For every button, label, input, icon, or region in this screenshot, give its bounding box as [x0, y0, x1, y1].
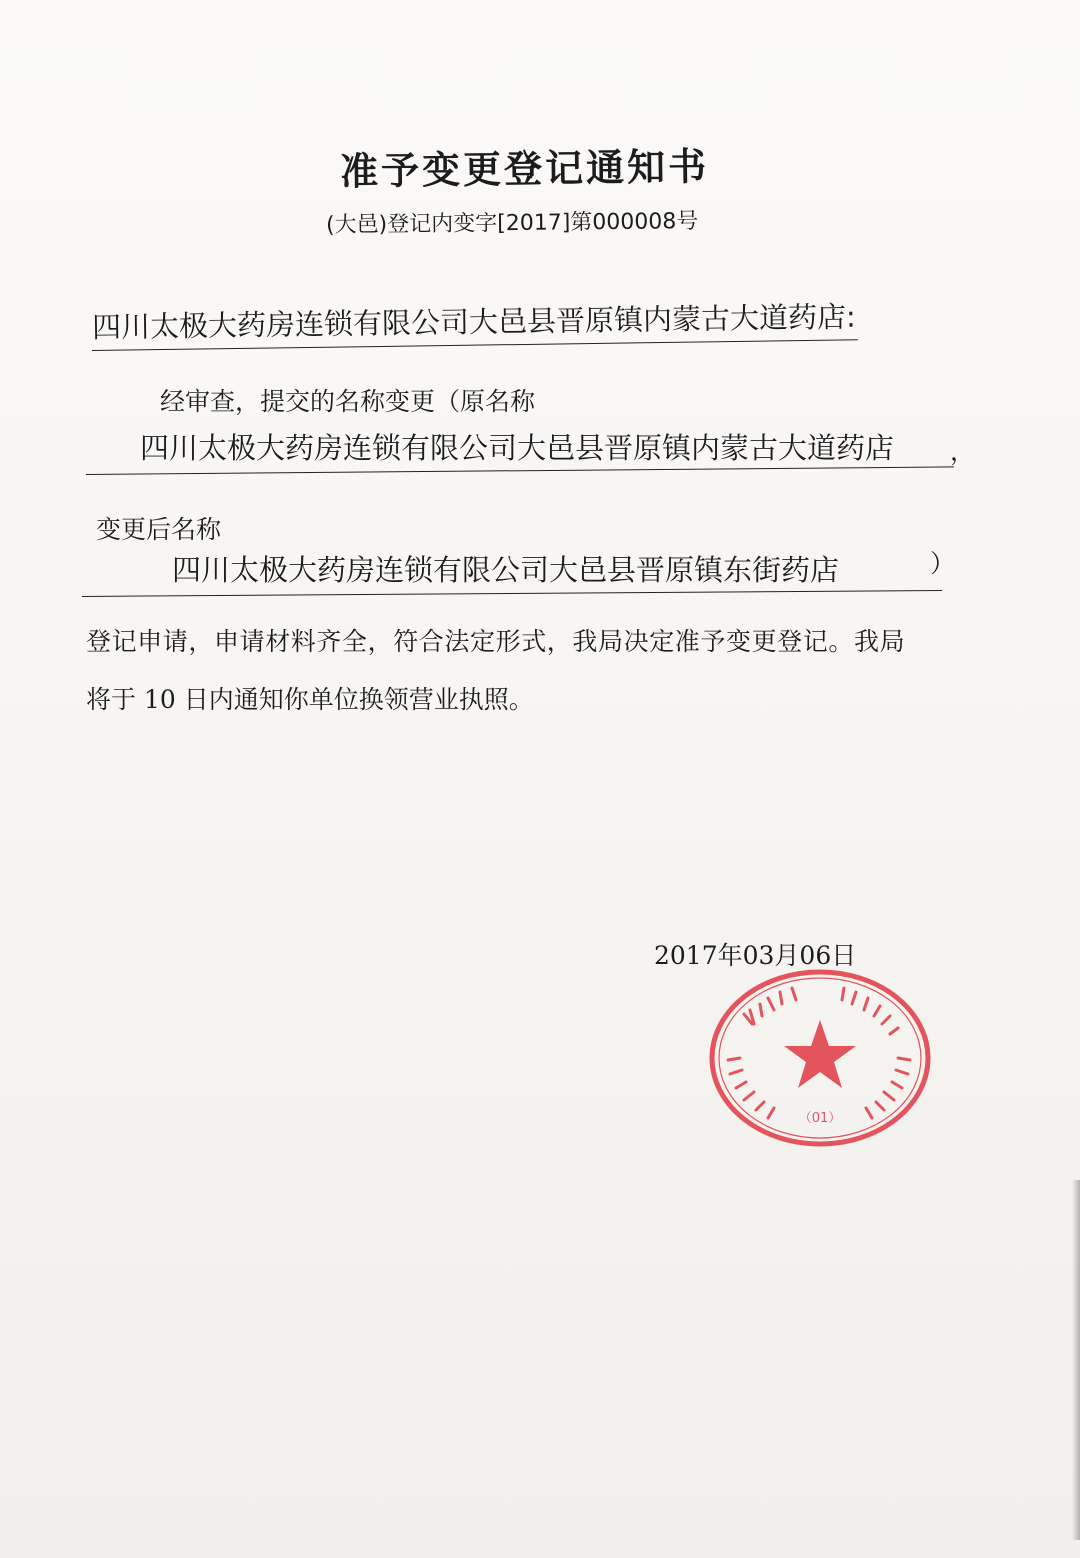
decision-line-1: 登记申请，申请材料齐全，符合法定形式，我局决定准予变更登记。我局 [86, 627, 906, 656]
comma: ， [950, 437, 976, 466]
document-number: (大邑)登记内变字[2017]第000008号 [325, 209, 699, 238]
original-name-underline [86, 466, 954, 475]
seal-star-icon [784, 1020, 856, 1088]
official-seal [704, 964, 936, 1152]
review-intro: 经审查，提交的名称变更（原名称 [160, 387, 536, 416]
new-name: 四川太极大药房连锁有限公司大邑县晋原镇东街药店 [172, 553, 840, 587]
issue-date: 2017年03月06日 [654, 941, 857, 970]
page-edge-shadow [1072, 1180, 1080, 1540]
document-title: 准予变更登记通知书 [339, 144, 710, 194]
addressee: 四川太极大药房连锁有限公司大邑县晋原镇内蒙古大道药店: [91, 299, 857, 345]
decision-line-2: 将于 10 日内通知你单位换领营业执照。 [86, 685, 534, 714]
original-name: 四川太极大药房连锁有限公司大邑县晋原镇内蒙古大道药店 [140, 431, 895, 465]
new-name-underline [82, 590, 942, 597]
new-name-label: 变更后名称 [96, 515, 222, 544]
seal-code: （01） [798, 1111, 842, 1126]
close-paren: ） [930, 549, 956, 578]
